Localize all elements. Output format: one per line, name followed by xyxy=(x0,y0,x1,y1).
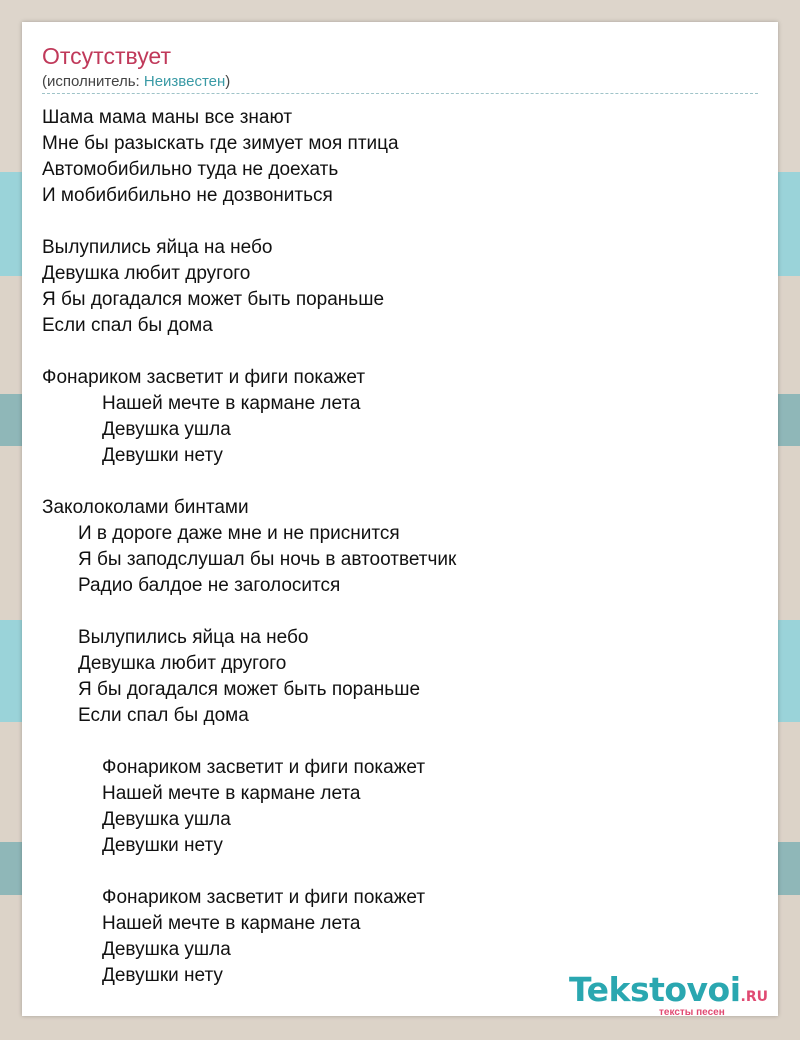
lyric-line: Девушка любит другого xyxy=(78,653,287,674)
lyric-line: Вылупились яйца на небо xyxy=(78,627,309,648)
lyric-line: Я бы догадался может быть пораньше xyxy=(78,679,421,700)
lyric-line: Девушка ушла xyxy=(102,419,231,440)
lyric-blank-line xyxy=(42,729,758,755)
lyric-blank-line xyxy=(42,209,758,235)
lyric-blank-line xyxy=(42,859,758,885)
lyric-line: И в дороге даже мне и не приснится xyxy=(78,523,400,544)
lyrics-card xyxy=(22,22,778,1016)
lyric-line: Шама мама маны все знают xyxy=(42,107,293,128)
lyric-line: Радио балдое не заголосится xyxy=(78,575,341,596)
brand-tagline: тексты песен xyxy=(659,1007,725,1018)
lyrics-text xyxy=(42,105,758,989)
lyric-line: Если спал бы дома xyxy=(78,705,249,726)
lyric-line: И мобибибильно не дозвониться xyxy=(42,185,333,206)
lyric-line: Девушка любит другого xyxy=(42,263,251,284)
title-divider xyxy=(42,93,758,94)
lyric-line: Заколоколами бинтами xyxy=(42,497,249,518)
lyric-line: Автомобибильно туда не доехать xyxy=(42,159,339,180)
brand-name: Tekstovoi xyxy=(569,970,741,1009)
artist-prefix: (исполнитель: xyxy=(42,73,144,90)
lyric-line: Если спал бы дома xyxy=(42,315,213,336)
artist-link[interactable]: Неизвестен xyxy=(143,73,226,90)
lyric-line: Нашей мечте в кармане лета xyxy=(102,393,361,414)
song-title: Отсутствует xyxy=(42,43,171,69)
lyric-line: Фонариком засветит и фиги покажет xyxy=(102,757,426,778)
lyric-blank-line xyxy=(42,469,758,495)
lyric-line: Фонариком засветит и фиги покажет xyxy=(42,367,366,388)
lyric-line: Я бы догадался может быть пораньше xyxy=(42,289,385,310)
lyric-line: Девушка ушла xyxy=(102,939,231,960)
brand-tld: .RU xyxy=(740,989,769,1005)
lyric-line: Нашей мечте в кармане лета xyxy=(102,783,361,804)
artist-suffix: ) xyxy=(225,73,231,90)
lyric-line: Девушка ушла xyxy=(102,809,231,830)
lyric-line: Нашей мечте в кармане лета xyxy=(102,913,361,934)
lyric-blank-line xyxy=(42,339,758,365)
lyric-line: Я бы заподслушал бы ночь в автоответчик xyxy=(78,549,457,570)
lyric-line: Мне бы разыскать где зимует моя птица xyxy=(42,133,399,154)
lyric-line: Вылупились яйца на небо xyxy=(42,237,273,258)
lyric-line: Девушки нету xyxy=(102,445,223,466)
lyric-line: Девушки нету xyxy=(102,835,223,856)
lyric-line: Фонариком засветит и фиги покажет xyxy=(102,887,426,908)
song-subtitle xyxy=(42,73,230,91)
lyric-line: Девушки нету xyxy=(102,965,223,986)
lyric-blank-line xyxy=(42,599,758,625)
